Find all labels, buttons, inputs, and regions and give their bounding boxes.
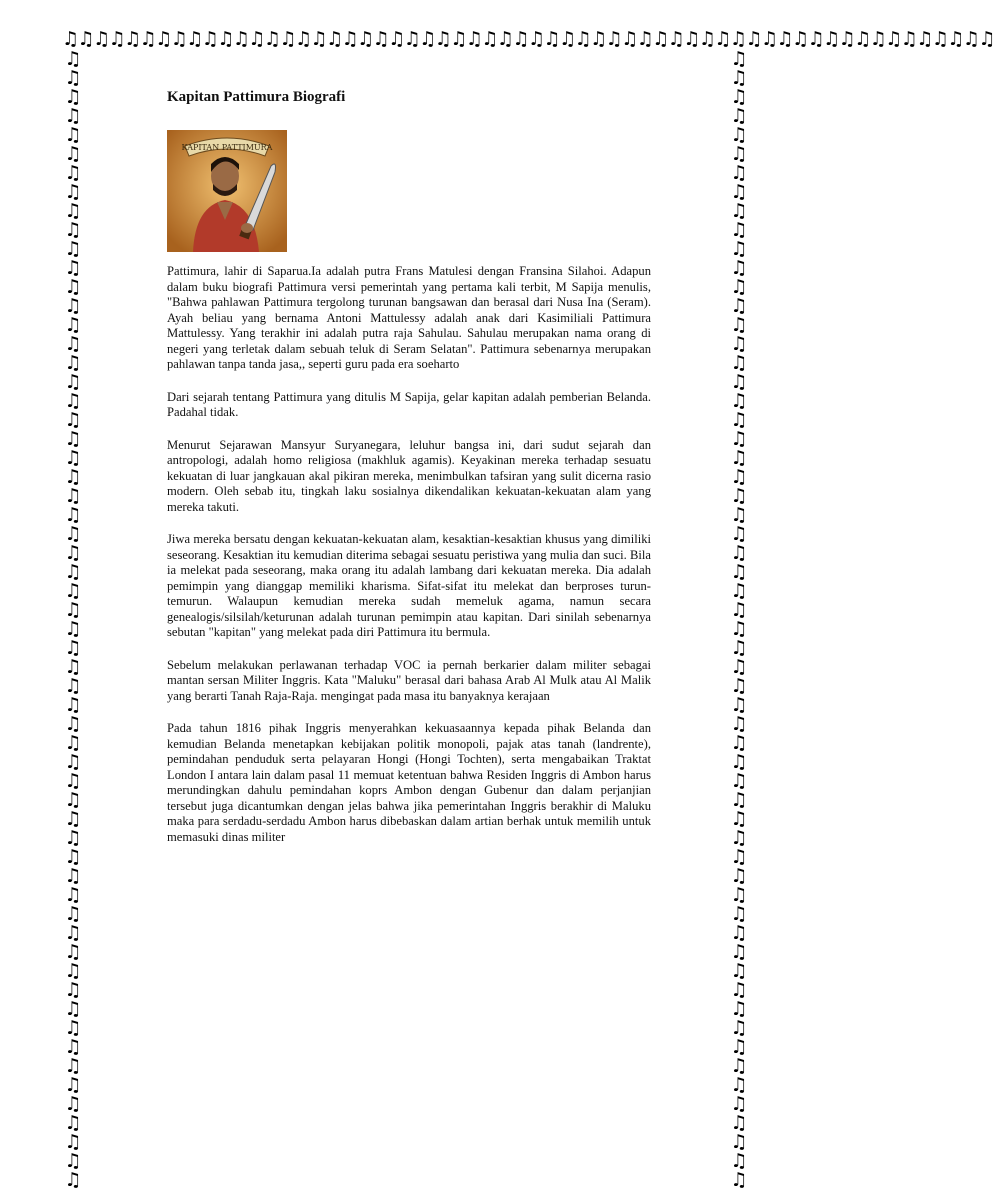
portrait-banner-text: KAPITAN PATTIMURA <box>181 143 273 152</box>
paragraph-5: Sebelum melakukan perlawanan terhadap VOC ia pernah berkarier dalam militer sebagai mantan sersan Militer Inggris. Kata "Maluku" berasal dari bahasa Arab Al Mulk atau Al Malik yang berarti Tanah Raja-Raja. mengingat pada masa itu banyaknya kerajaan <box>167 657 651 703</box>
paragraph-3: Menurut Sejarawan Mansyur Suryanegara, leluhur bangsa ini, dari sudut sejarah dan antropologi, adalah homo religiosa (makhluk agamis). Keyakinan mereka terhadap sesuatu kekuatan di luar jangkauan akal pikiran mereka, menimbulkan tafsiran yang sulit dicerna rasio modern. Oleh sebab itu, tingkah laku sosialnya dikendalikan kekuatan-kekuatan alam yang mereka takuti. <box>167 437 651 514</box>
music-note-border-left: ♫ ♫ ♫ ♫ ♫ ♫ ♫ ♫ ♫ ♫ ♫ ♫ ♫ ♫ ♫ ♫ ♫ ♫ ♫ ♫ ♫ ♫ ♫ ♫ ♫ ♫ ♫ ♫ ♫ ♫ ♫ ♫ ♫ ♫ ♫ ♫ ♫ ♫ ♫ ♫ ♫ ♫ ♫ ♫ ♫ ♫ ♫ ♫ ♫ ♫ ♫ ♫ ♫ ♫ ♫ ♫ ♫ ♫ ♫ ♫ <box>64 48 82 1191</box>
document-body <box>167 88 651 862</box>
music-note-border-right: ♫ ♫ ♫ ♫ ♫ ♫ ♫ ♫ ♫ ♫ ♫ ♫ ♫ ♫ ♫ ♫ ♫ ♫ ♫ ♫ ♫ ♫ ♫ ♫ ♫ ♫ ♫ ♫ ♫ ♫ ♫ ♫ ♫ ♫ ♫ ♫ ♫ ♫ ♫ ♫ ♫ ♫ ♫ ♫ ♫ ♫ ♫ ♫ ♫ ♫ ♫ ♫ ♫ ♫ ♫ ♫ ♫ ♫ ♫ ♫ <box>730 48 748 1191</box>
paragraph-2: Dari sejarah tentang Pattimura yang ditulis M Sapija, gelar kapitan adalah pemberian Belanda. Padahal tidak. <box>167 389 651 419</box>
music-note-border-top: ♫♫♫♫♫♫♫♫♫♫♫♫♫♫♫♫♫♫♫♫♫♫♫♫♫♫♫♫♫♫♫♫♫♫♫♫♫♫♫♫♫♫♫♫♫♫♫♫♫♫♫♫♫♫♫♫♫♫♫♫ <box>62 28 994 50</box>
paragraph-1: Pattimura, lahir di Saparua.Ia adalah putra Frans Matulesi dengan Fransina Silahoi. Adapun dalam buku biografi Pattimura versi pemerintah yang pertama kali terbit, M Sapija menulis, "Bahwa pahlawan Pattimura tergolong turunan bangsawan dan berasal dari Nusa Ina (Seram). Ayah beliau yang bernama Antoni Mattulessy adalah anak dari Kasimiliali Pattimura Mattulessy. Yang terakhir ini adalah putra raja Sahulau. Sahulau merupakan nama orang di negeri yang terletak dalam sebuah teluk di Seram Selatan". Pattimura sebenarnya merupakan pahlawan tanpa tanda jasa,, seperti guru pada era soeharto <box>167 264 651 371</box>
paragraph-4: Jiwa mereka bersatu dengan kekuatan-kekuatan alam, kesaktian-kesaktian khusus yang dimiliki seseorang. Kesaktian itu kemudian diterima sebagai sesuatu peristiwa yang mulia dan suci. Bila ia melekat pada seseorang, maka orang itu adalah lambang dari kekuatan mereka. Dia adalah pemimpin yang dianggap memiliki kharisma. Sifat-sifat itu melekat dan berproses turun-temurun. Walaupun kemudian mereka sudah memeluk agama, namun secara genealogis/silsilah/keturunan adalah turunan pemimpin atau kapitan. Dari sinilah sebenarnya sebutan "kapitan" yang melekat pada diri Pattimura itu bermula. <box>167 532 651 639</box>
pattimura-portrait <box>167 130 287 252</box>
document-title: Kapitan Pattimura Biografi <box>167 89 346 105</box>
paragraph-6: Pada tahun 1816 pihak Inggris menyerahkan kekuasaannya kepada pihak Belanda dan kemudian Belanda menetapkan kebijakan politik monopoli, pajak atas tanah (landrente), pemindahan penduduk serta pelayaran Hongi (Hongi Tochten), serta mengabaikan Traktat London I antara lain dalam pasal 11 memuat ketentuan bahwa Residen Inggris di Ambon harus merundingkan dahulu pemindahan koprs Ambon dengan Gubenur dan dalam perjanjian tersebut juga dicantumkan dengan jelas bahwa jika pemerintahan Inggris berakhir di Maluku maka para serdadu-serdadu Ambon harus dibebaskan dalam artian berhak untuk memilih untuk memasuki dinas militer <box>167 721 651 844</box>
